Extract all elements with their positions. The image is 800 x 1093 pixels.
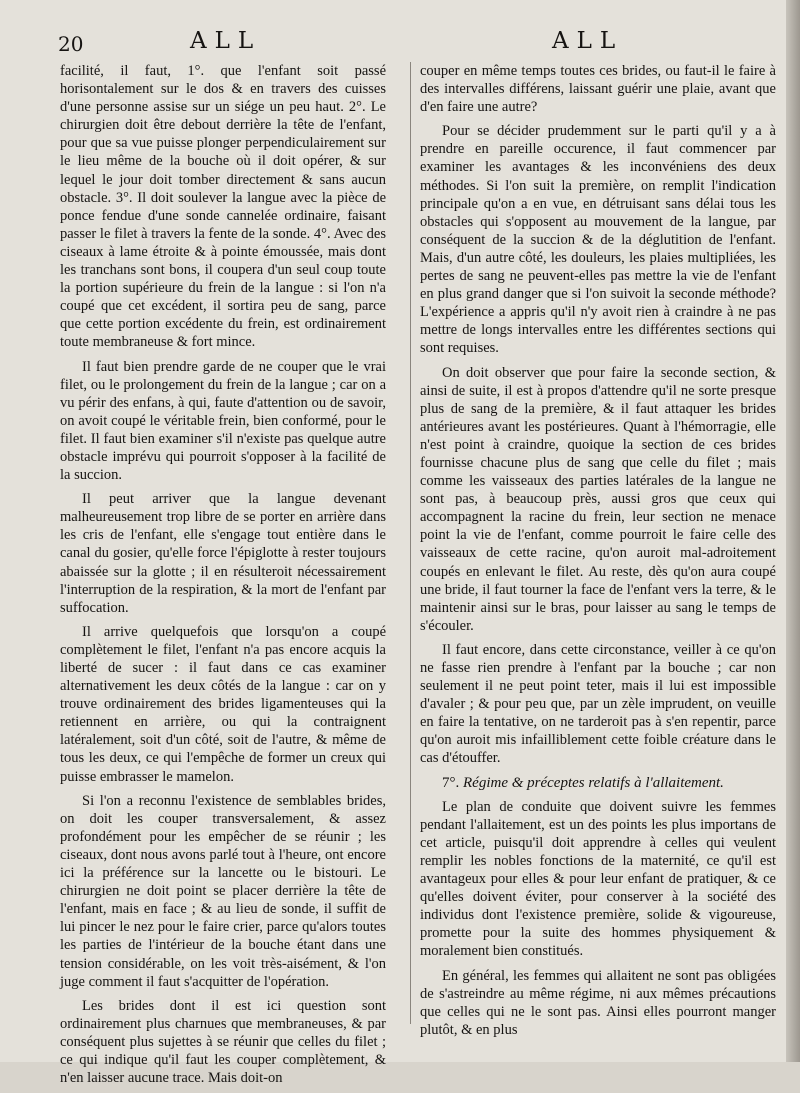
- paragraph: On doit observer que pour faire la seconde section, & ainsi de suite, il est à propos d'attendre qu'il ne sorte presque plus de sang de la première, & il faut attaquer les brides antérieures avant les postérieures. Quant à l'hémorragie, elle n'est point à craindre, quoique la section de ces brides fournisse chacune plus de sang que celle du filet ; mais comme les vaisseaux des parties latérales de la langue ne sont pas, à beaucoup près, aussi gros que ceux qui accompagnent la racine du frein, leur section ne menace point la vie de l'enfant, comme pourroit le faire celle des vaisseaux de cette racine, qu'on auroit mal-adroitement coupés en enlevant le filet. Au reste, dès qu'on aura coupé une bride, il faut tourner la face de l'enfant vers la terre, & le maintenir ainsi sur le bras, pour laisser au sang le temps de s'écouler.: [420, 364, 776, 634]
- right-column: [420, 62, 776, 1045]
- running-head-left: ALL: [190, 28, 262, 54]
- paragraph: Les brides dont il est ici question sont ordinairement plus charnues que membraneuses, & par conséquent plus sujettes à se réunir que celles du filet ; ce qui indique qu'il faut les couper complètement, & n'en laisser aucune trace. Mais doit-on: [60, 997, 386, 1087]
- paragraph: Si l'on a reconnu l'existence de semblables brides, on doit les couper transversalement, & assez profondément pour les empêcher de se réunir ; les ciseaux, dont nous avons parlé tout à l'heure, ont encore ici la préférence sur la lancette ou le bistouri. Le chirurgien ne doit point se placer derrière la tête de l'enfant, mais en face ; & au lieu de sonde, il suffit de lui pincer le nez pour le faire crier, parce qu'alors toutes les parties de l'intérieur de la bouche étant dans une tension considérable, on les voit très-aisément, & l'on juge comment il faut s'acquitter de l'opération.: [60, 792, 386, 990]
- column-divider: [410, 62, 411, 1024]
- section-number: 7°.: [442, 774, 460, 791]
- paragraph: Il peut arriver que la langue devenant malheureusement trop libre de se porter en arrière dans les cris de l'enfant, elle s'engage tout entière dans le canal du gosier, qu'elle force l'épiglotte à rester toujours abaissée sur la glotte ; il en résulteroit nécessairement l'interruption de la respiration, & la mort de l'enfant par suffocation.: [60, 491, 386, 616]
- paragraph: Il faut encore, dans cette circonstance, veiller à ce qu'on ne fasse rien prendre à l'enfant par la bouche ; car non seulement il ne peut point teter, mais il lui est impossible d'avaler ; & pour peu que, par un zèle imprudent, on veuille en faire la tentative, on ne tarderoit pas à s'en repentir, parce qu'on auroit mis infailliblement cette foible créature dans le cas d'étouffer.: [420, 641, 776, 767]
- paragraph: facilité, il faut, 1°. que l'enfant soit passé horisontalement sur le dos & en travers des cuisses d'une personne assise sur un siége un peu haut. 2°. Le chirurgien doit être debout derrière la tête de l'enfant, pour que sa vue puisse plonger perpendiculairement sur le lieu même de la bouche où il doit opérer, & sur lequel le jour doit tomber directement & sans aucun obstacle. 3°. Il doit soulever la langue avec la pièce de ponce fendue d'une sonde cannelée ordinaire, faisant passer le filet à travers la fente de la sonde. 4°. Avec des ciseaux à lame étroite & à pointe émoussée, mais dont les tranchans sont bons, il coupera d'un seul coup toute la portion supérieure du frein de la langue : si l'on n'a coupé que cet excédent, il sortira peu de sang, parce que cette portion excédente du frein, est ordinairement toute membraneuse & fort mince.: [60, 63, 386, 351]
- paragraph: Il faut bien prendre garde de ne couper que le vrai filet, ou le prolongement du frein de la langue ; car on a vu périr des enfans, à qui, faute d'attention ou de savoir, on avoit coupé le véritable frein, bien conformé, pour le filet. Il faut bien examiner s'il n'existe pas quelque autre obstacle imprévu qui pourroit s'opposer à la facilité de la succion.: [60, 358, 386, 484]
- page-header: [0, 28, 800, 58]
- page-number: 20: [58, 32, 84, 56]
- running-head-right: ALL: [552, 28, 624, 54]
- paragraph: couper en même temps toutes ces brides, ou faut-il le faire à des intervalles différens, laissant guérir une plaie, avant que d'en faire une autre?: [420, 63, 776, 116]
- section-title: Régime & préceptes relatifs à l'allaitement.: [463, 774, 724, 791]
- left-column: [60, 62, 386, 1093]
- paragraph: Il arrive quelquefois que lorsqu'on a coupé complètement le filet, l'enfant n'a pas encore acquis la liberté de sucer : il faut dans ce cas examiner alternativement les deux côtés de la langue : car on y trouve ordinairement des brides ligamenteuses qui la retiennent en arrière, ou qui la contraignent latéralement, soit d'un côté, soit de l'autre, & même de tous les deux, ce qui l'empêche de former un creux qui puisse embrasser le mamelon.: [60, 623, 386, 785]
- paragraph: En général, les femmes qui allaitent ne sont pas obligées de s'astreindre au même régime, ni aux mêmes précautions que celles qui ne le sont pas. Ainsi elles pourront manger plutôt, & en plus: [420, 967, 776, 1038]
- paragraph: Le plan de conduite que doivent suivre les femmes pendant l'allaitement, est un des points les plus importans de cet article, puisqu'il doit apprendre à celles qui veulent remplir les nobles fonctions de la maternité, ce qu'il est avantageux pour elles & pour leur enfant de pratiquer, & ce qu'elles doivent éviter, pour conserver à la société des individus dont l'existence première, solide & vigoureuse, promette pour la suite des hommes physiquement & moralement bien constitués.: [420, 798, 776, 960]
- paragraph: Pour se décider prudemment sur le parti qu'il y a à prendre en pareille occurence, il faut commencer par examiner les avantages & les inconvéniens des deux méthodes. Si l'on suit la première, on remplit l'indication principale qu'on a en vue, en détruisant sans délai tous les obstacles qui s'opposent au mouvement de la langue, par conséquent de la succion & de la déglutition de l'enfant. Mais, d'un autre côté, les douleurs, les plaies multipliées, les pertes de sang ne peuvent-elles pas mettre la vie de l'enfant en plus grand danger que si l'on suivoit la seconde méthode? L'expérience a appris qu'il n'y avoit rien à craindre à ne pas mettre de longs intervalles entre les différentes sections qui sont requises.: [420, 123, 776, 357]
- section-heading: [420, 774, 776, 792]
- page-edge-shadow: [786, 0, 800, 1062]
